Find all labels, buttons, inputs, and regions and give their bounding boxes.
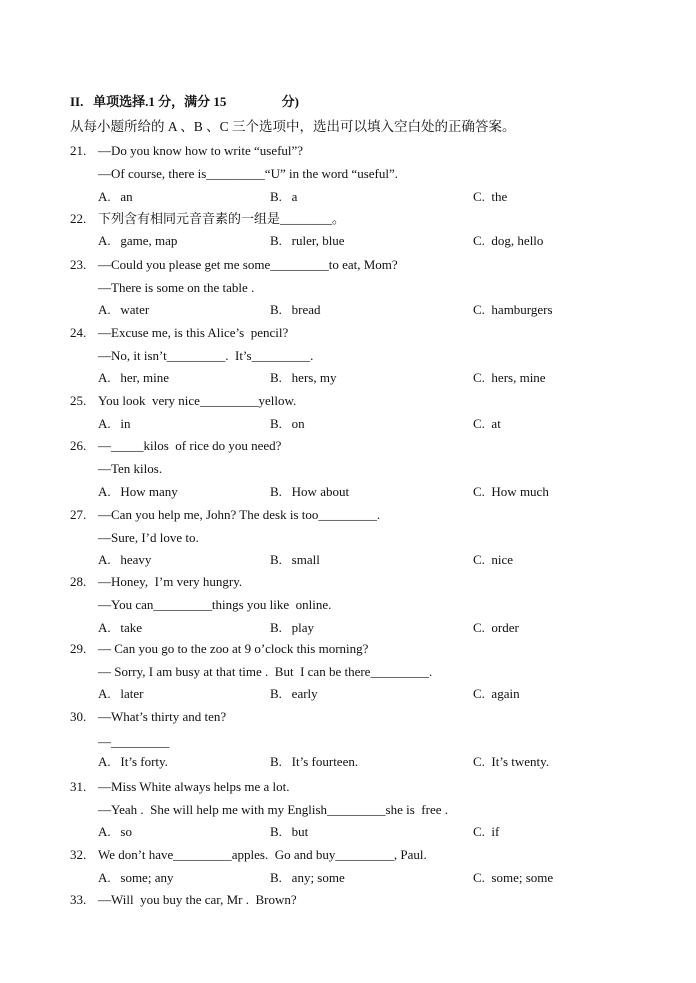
option-b: B. early [270, 686, 318, 701]
option-b: B. on [270, 416, 305, 431]
option-b: B. a [270, 189, 298, 204]
option-a: A. heavy [98, 552, 152, 567]
option-c: C. some; some [473, 870, 554, 885]
question-text: —Of course, there is_________“U” in the word “useful”. [98, 166, 398, 181]
option-c: C. nice [473, 552, 514, 567]
option-a: A. water [98, 302, 150, 317]
option-b: B. hers, my [270, 370, 337, 385]
option-a: A. It’s forty. [98, 754, 168, 769]
option-c: C. if [473, 824, 500, 839]
question-text: —There is some on the table . [98, 280, 255, 295]
option-c: C. How much [473, 484, 549, 499]
question-text: You look very nice_________yellow. [98, 393, 297, 408]
question-number: 21. [70, 143, 87, 158]
question-text: —Can you help me, John? The desk is too_________. [98, 507, 381, 522]
option-c: C. the [473, 189, 508, 204]
option-a: A. an [98, 189, 133, 204]
question-text: —Could you please get me some_________to eat, Mom? [98, 257, 398, 272]
option-b: B. It’s fourteen. [270, 754, 359, 769]
question-text: —Do you know how to write “useful”? [98, 143, 304, 158]
question-text: —What’s thirty and ten? [98, 709, 227, 724]
question-number: 30. [70, 709, 87, 724]
question-number: 24. [70, 325, 87, 340]
option-c: C. It’s twenty. [473, 754, 550, 769]
question-text: —Yeah . She will help me with my English_________she is free . [98, 802, 449, 817]
section-instruction: 从每小题所给的 A 、B 、C 三个选项中，选出可以填入空白处的正确答案。 [70, 119, 516, 134]
question-number: 29. [70, 641, 87, 656]
option-a: A. some; any [98, 870, 174, 885]
option-b: B. but [270, 824, 309, 839]
question-text: —Sure, I’d love to. [98, 530, 199, 545]
question-text: 下列含有相同元音音素的一组是________。 [98, 211, 346, 226]
question-text: —No, it isn’t_________. It’s_________. [98, 348, 314, 363]
option-b: B. bread [270, 302, 321, 317]
option-c: C. dog, hello [473, 233, 544, 248]
question-number: 26. [70, 438, 87, 453]
question-text: —Honey, I’m very hungry. [98, 574, 243, 589]
option-b: B. play [270, 620, 315, 635]
option-a: A. How many [98, 484, 178, 499]
option-a: A. later [98, 686, 144, 701]
question-text: —Excuse me, is this Alice’s pencil? [98, 325, 289, 340]
question-text: We don’t have_________apples. Go and buy_________, Paul. [98, 847, 427, 862]
section-title: II. 单项选择.1 分，满分 15 分) [70, 94, 299, 109]
option-c: C. again [473, 686, 520, 701]
option-a: A. so [98, 824, 132, 839]
question-number: 32. [70, 847, 87, 862]
option-c: C. order [473, 620, 519, 635]
question-number: 27. [70, 507, 87, 522]
question-text: —Miss White always helps me a lot. [98, 779, 290, 794]
question-text: — Sorry, I am busy at that time . But I can be there_________. [98, 664, 433, 679]
option-c: C. at [473, 416, 501, 431]
option-c: C. hamburgers [473, 302, 553, 317]
question-number: 23. [70, 257, 87, 272]
question-text: —You can_________things you like online. [98, 597, 332, 612]
question-text: — Can you go to the zoo at 9 o’clock this morning? [98, 641, 369, 656]
option-a: A. in [98, 416, 131, 431]
question-text: —Will you buy the car, Mr . Brown? [98, 892, 297, 907]
option-b: B. ruler, blue [270, 233, 345, 248]
option-b: B. any; some [270, 870, 345, 885]
question-text: —Ten kilos. [98, 461, 163, 476]
option-a: A. take [98, 620, 143, 635]
question-number: 28. [70, 574, 87, 589]
question-text: —_____kilos of rice do you need? [98, 438, 282, 453]
option-b: B. small [270, 552, 320, 567]
option-c: C. hers, mine [473, 370, 546, 385]
question-number: 25. [70, 393, 87, 408]
question-number: 22. [70, 211, 87, 226]
option-a: A. game, map [98, 233, 178, 248]
question-number: 33. [70, 892, 87, 907]
question-number: 31. [70, 779, 87, 794]
option-a: A. her, mine [98, 370, 169, 385]
question-text: —_________ [98, 734, 170, 749]
option-b: B. How about [270, 484, 350, 499]
